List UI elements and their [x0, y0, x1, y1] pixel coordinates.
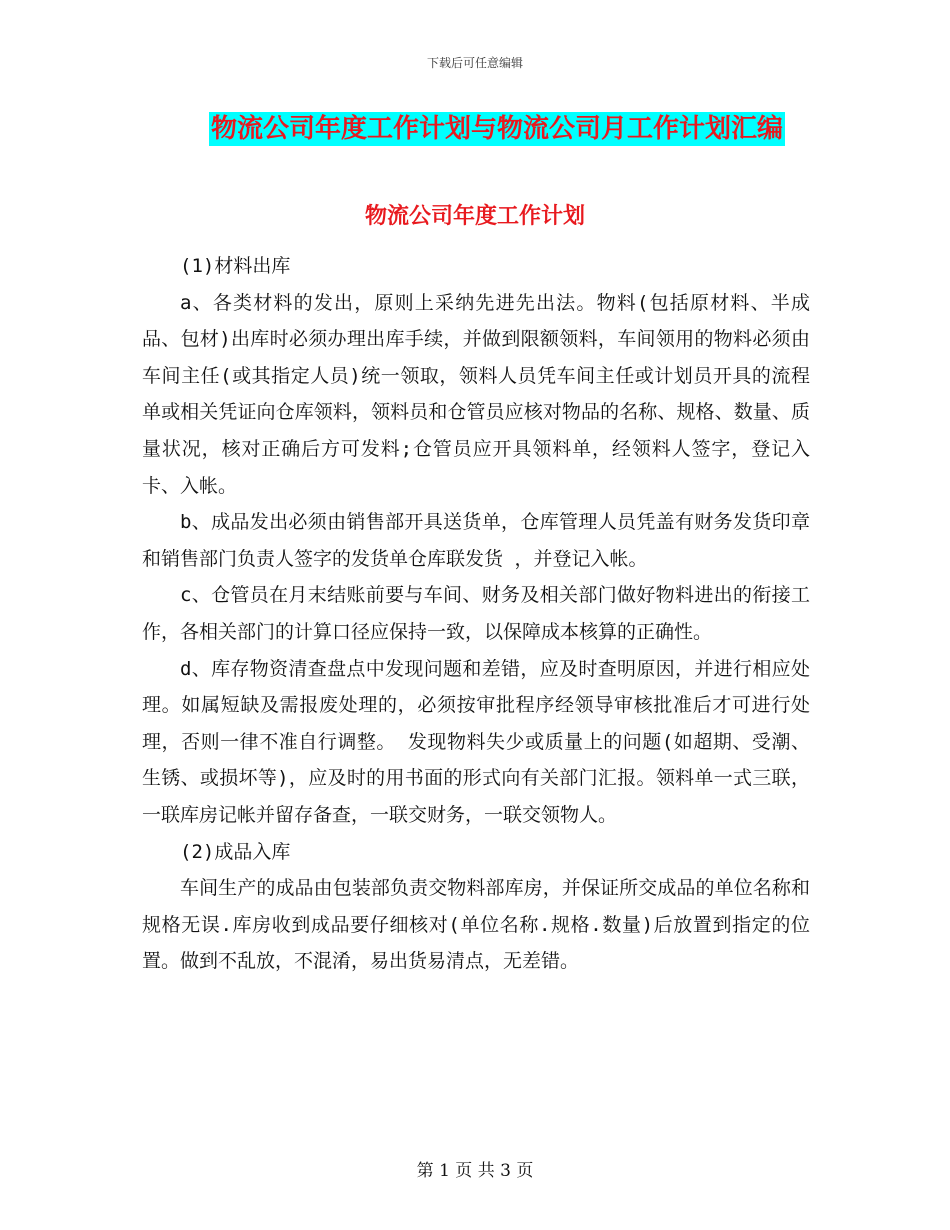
main-title-container	[0, 112, 950, 146]
page-number: 第 1 页 共 3 页	[416, 1161, 534, 1181]
paragraph-d: d、库存物资清查盘点中发现问题和差错，应及时查明原因，并进行相应处理。如属短缺及需报废处理的，必须按审批程序经领导审核批准后才可进行处理，否则一律不准自行调整。 发现物料失少或质量上的问题(如超期、受潮、生锈、或损坏等)，应及时的用书面的形式向有关部门汇报。领料单一式三联，一联库房记帐并留存备查，一联交财务，一联交领物人。	[142, 657, 810, 826]
main-title: 物流公司年度工作计划与物流公司月工作计划汇编	[210, 114, 783, 144]
paragraph-heading-product-inbound: (2)成品入库	[180, 840, 291, 863]
paragraph-c: c、仓管员在月末结账前要与车间、财务及相关部门做好物料进出的衔接工作，各相关部门的计算口径应保持一致，以保障成本核算的正确性。	[142, 584, 810, 643]
paragraph-heading-material-outbound: (1)材料出库	[180, 255, 291, 277]
paragraph-product-inbound: 车间生产的成品由包装部负责交物料部库房，并保证所交成品的单位名称和规格无误.库房收到成品要仔细核对(单位名称.规格.数量)后放置到指定的位置。做到不乱放，不混淆，易出货易清点，无差错。	[142, 877, 810, 973]
section-title: 物流公司年度工作计划	[364, 204, 585, 229]
document-body	[142, 248, 810, 980]
paragraph-b: b、成品发出必须由销售部开具送货单，仓库管理人员凭盖有财务发货印章和销售部门负责人签字的发货单仓库联发货 ，并登记入帐。	[142, 511, 810, 570]
header-note: 下载后可任意编辑	[426, 56, 523, 70]
paragraph-a: a、各类材料的发出，原则上采纳先进先出法。物料(包括原材料、半成品、包材)出库时必须办理出库手续，并做到限额领料，车间领用的物料必须由车间主任(或其指定人员)统一领取，领料人员凭车间主任或计划员开具的流程单或相关凭证向仓库领料，领料员和仓管员应核对物品的名称、规格、数量、质量状况，核对正确后方可发料;仓管员应开具领料单，经领料人签字，登记入卡、入帐。	[142, 291, 810, 497]
